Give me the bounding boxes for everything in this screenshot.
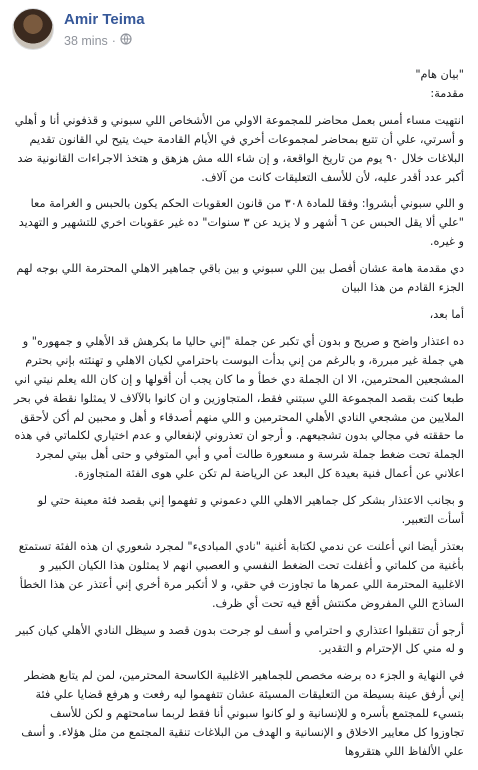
post-paragraph: بعتذر أيضا اني أعلنت عن ندمي لكتابة أغنية "نادي المبادىء" لمجرد شعوري ان هذه الفئة تستمتع بأغنية من كلماتي و أغفلت تحت الضغط النفسي و العصبي انهم لا يمثلون هذا الكيان الكبير و الاغلبية المحترمة اللي عمرها ما تجاوزت في حقي، و لا أتكبر مرة أخري إني أعتذر عن هذا الخطأ الساذج اللي المفروض مكنتش أقع فيه تحت أي ظرف. (18, 539, 464, 610)
post-paragraph: أرجو أن تتقبلوا اعتذاري و احترامي و أسف لو جرحت بدون قصد و سيظل النادي الأهلي كيان كبير و له مني كل الإحترام و التقدير. (15, 623, 464, 656)
post-paragraph: و بجانب الاعتذار بشكر كل جماهير الاهلي اللي دعموني و تفهموا إني بقصد فئة معينة حتي لو أسأت التعبير. (37, 494, 464, 527)
meta-separator: · (111, 33, 116, 48)
post-timestamp[interactable]: 38 mins (64, 33, 108, 48)
post-paragraph: أما بعد، (429, 307, 464, 321)
post-paragraph: و اللي سبوني أبشروا: وفقا للمادة ٣٠٨ من قانون العقوبات الحكم يكون بالحبس و الغرامة معا "علي ألا يقل الحبس عن ٦ أشهر و لا يزيد عن ٣ سنوات" ده غير عقوبات اخري للتشهير و التهديد و غيره. (18, 197, 464, 249)
post-paragraph-intro-label: مقدمة: (430, 86, 464, 100)
post-paragraph: دي مقدمة هامة عشان أفصل بين اللي سبوني و بين باقي جماهير الاهلي المحترمة اللي بوجه لهم الجزء القادم من هذا البيان (16, 262, 464, 295)
author-name[interactable]: Amir Teima (64, 11, 145, 28)
post-paragraph: في النهاية و الجزء ده برضه مخصص للجماهير الاغلبية الكاسحة المحترمين، لمن لم يتابع هضطر إني أرفق عينة بسيطة من التعليقات المسيئة عشان تتفهموا ليه رفعت و هرفع قضايا علي فئة بتسيء للمجتمع بأسره و للإنسانية و لو كانوا سبوني أنا فقط لربما سامحتهم و لكن للأسف تجاوزوا كل معايير الاخلاق و الإنسانية و الهدف من البلاغات تنقية المجتمع من مثل هؤلاء. و أسف علي الألفاظ اللي هتقروها (21, 669, 464, 758)
post-meta (64, 8, 145, 48)
post-header (12, 8, 145, 56)
post-body (14, 66, 464, 770)
post-subtitle (64, 33, 145, 48)
avatar[interactable] (12, 8, 54, 50)
globe-icon[interactable] (120, 33, 132, 48)
post-paragraph: انتهيت مساء أمس بعمل محاضر للمجموعة الاولي من الأشخاص اللي سبوني و قذفوني أنا و أهلي و أسرتي، علي أن تتبع بمحاضر لمجموعات أخري في الأيام القادمة حيث يتيح لي القانون تقديم البلاغات خلال ٩٠ يوم من تاريخ الواقعة، و إن شاء الله مش هزهق و هتخذ الاجراءات القانونية ضد أكبر عدد أقدر عليه، لأن للأسف التعليقات كانت من آلاف. (14, 113, 464, 184)
post-paragraph: ده اعتذار واضح و صريح و بدون أي تكبر عن جملة "إني حاليا ما بكرهش قد الأهلي و جمهوره" و هي جملة غير مبررة، و بالرغم من إني بدأت البوست باحترامي لكيان الاهلي و تهنئته بإني بحترم المشجعين المحترمين، الا ان الجملة دي خطأ و ما كان يجب أن أقولها و إن كان الله يعلم نيتي اني طبعا كنت بقصد المجموعة اللي سبتني فقط، المتجاوزين و ان كانوا بالآلاف لا يمثلوا نقطة في بحر الملايين من مشجعي النادي الأهلي المحترمين و اللي منهم أصدقاء و أهل و محبين لم أكن لأحقق ما حققته في مجالي بدون تشجيعهم. و أرجو ان تعذروني لإنفعالي و عدم اختياري لكلماتي في هذه الجملة تحت ضغط جملة شرسة و مسعورة طالت أمي و أبي المتوفي و حتى أهل بيتي لمجرد اعلاني عن أعمال فنية بعيدة كل البعد عن الرياضة لم تكن علي هوى الفئة المتجاوزة. (14, 334, 464, 481)
post-paragraph-title: "بيان هام" (415, 68, 464, 81)
